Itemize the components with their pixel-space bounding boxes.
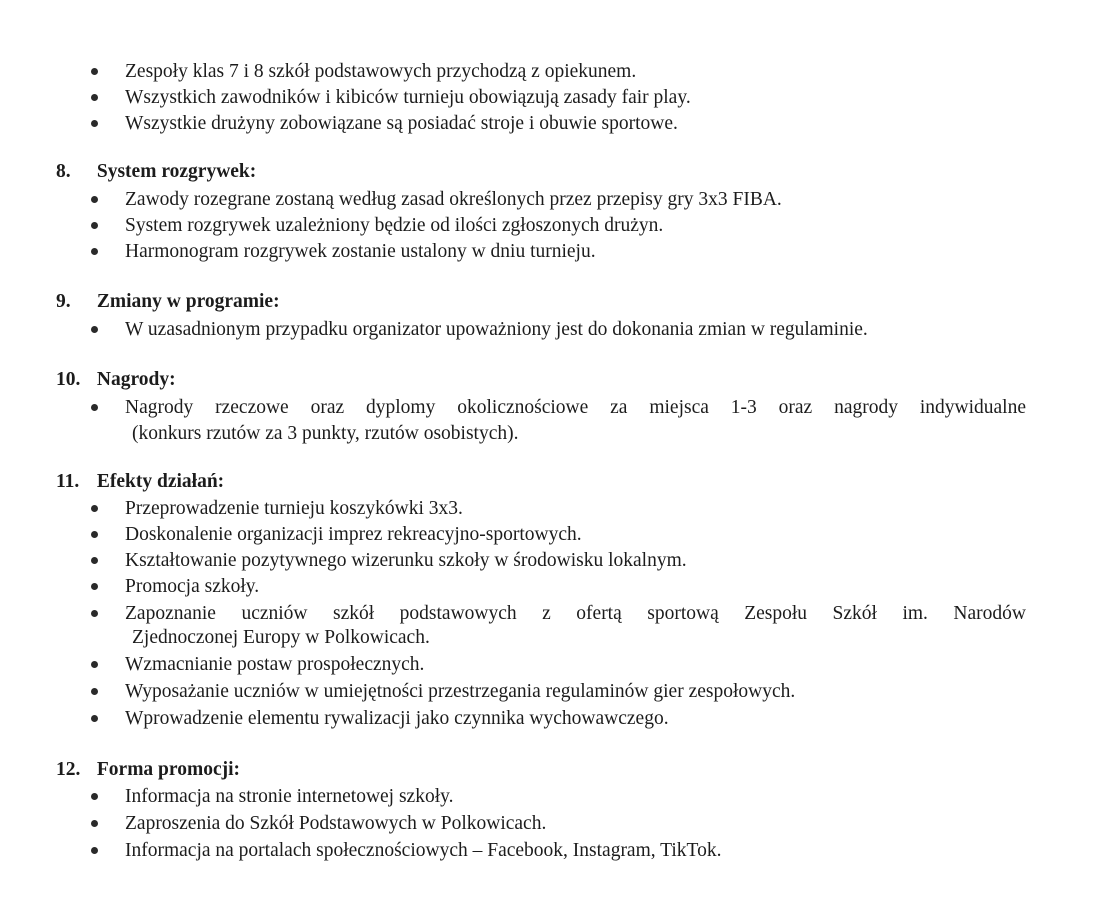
bullet-icon [91,94,98,101]
section-title: Efekty działań: [96,471,225,492]
section-heading [56,288,280,316]
section-number: 9. [56,291,71,312]
list-item-text: Nagrody rzeczowe oraz dyplomy okolicznościowe za miejsca 1-3 oraz nagrody indywidualne [125,397,1026,418]
bullet-icon [91,793,98,800]
section-title: Zmiany w programie: [96,291,280,312]
bullet-icon [91,248,98,255]
section-number: 12. [56,759,81,780]
bullet-icon [91,610,98,617]
list-item [91,678,1026,706]
list-item [91,521,1026,549]
list-item [91,186,1026,214]
section-title: Forma promocji: [96,759,241,780]
list-item-text: Zawody rozegrane zostaną według zasad określonych przez przepisy gry 3x3 FIBA. [125,189,782,210]
list-item-text: Wszystkie drużyny zobowiązane są posiadać stroje i obuwie sportowe. [125,113,678,134]
bullet-icon [91,715,98,722]
bullet-icon [91,820,98,827]
list-item-text: Informacja na portalach społecznościowych – Facebook, Instagram, TikTok. [125,840,722,861]
list-item-text: Zespoły klas 7 i 8 szkół podstawowych przychodzą z opiekunem. [125,61,637,82]
bullet-icon [91,120,98,127]
bullet-icon [91,222,98,229]
list-item-text: Wszystkich zawodników i kibiców turnieju obowiązują zasady fair play. [125,87,691,108]
list-item [91,810,1026,838]
list-item-text: W uzasadnionym przypadku organizator upoważniony jest do dokonania zmian w regulaminie. [125,319,868,340]
section-heading [56,366,176,394]
bullet-icon [91,404,98,411]
list-item-text: System rozgrywek uzależniony będzie od ilości zgłoszonych drużyn. [125,215,664,236]
list-item-text: Doskonalenie organizacji imprez rekreacyjno-sportowych. [125,524,582,545]
list-item-text: Harmonogram rozgrywek zostanie ustalony w dniu turnieju. [125,241,596,262]
list-item [91,394,1026,422]
section-heading [56,756,240,784]
bullet-icon [91,661,98,668]
list-item [91,212,1026,240]
list-item-text: Zaproszenia do Szkół Podstawowych w Polkowicach. [125,813,547,834]
bullet-icon [91,688,98,695]
bullet-icon [91,583,98,590]
list-item [91,84,1026,112]
list-item-text: Informacja na stronie internetowej szkoły. [125,786,454,807]
section-title: System rozgrywek: [96,161,257,182]
section-heading [56,468,224,496]
list-item [91,110,1026,138]
list-item [91,651,1026,679]
list-item-text: Wzmacnianie postaw prospołecznych. [125,654,425,675]
bullet-icon [91,531,98,538]
section-number: 10. [56,369,81,390]
list-item-text: Zapoznanie uczniów szkół podstawowych z ofertą sportową Zespołu Szkół im. Narodów [125,603,1026,624]
bullet-icon [91,557,98,564]
section-title: Nagrody: [96,369,176,390]
list-item-text: Kształtowanie pozytywnego wizerunku szkoły w środowisku lokalnym. [125,550,687,571]
bullet-icon [91,847,98,854]
list-item-text: Przeprowadzenie turnieju koszykówki 3x3. [125,498,463,519]
bullet-icon [91,68,98,75]
list-item-text: Wyposażanie uczniów w umiejętności przestrzegania regulaminów gier zespołowych. [125,681,796,702]
section-number: 8. [56,161,71,182]
list-item [91,238,1026,266]
list-item-continuation: (konkurs rzutów za 3 punkty, rzutów osobistych). [132,423,519,444]
bullet-icon [91,326,98,333]
list-item [91,58,1026,86]
bullet-icon [91,505,98,512]
list-item [91,495,1026,523]
list-item-text: Wprowadzenie elementu rywalizacji jako czynnika wychowawczego. [125,708,669,729]
list-item [91,837,1026,865]
section-number: 11. [56,471,80,492]
section-heading [56,158,256,186]
list-item [91,573,1026,601]
list-item [91,705,1026,733]
list-item [91,547,1026,575]
list-item [91,316,1026,344]
list-item-text: Promocja szkoły. [125,576,260,597]
list-item-continuation: Zjednoczonej Europy w Polkowicach. [132,627,430,648]
bullet-icon [91,196,98,203]
list-item [91,783,1026,811]
